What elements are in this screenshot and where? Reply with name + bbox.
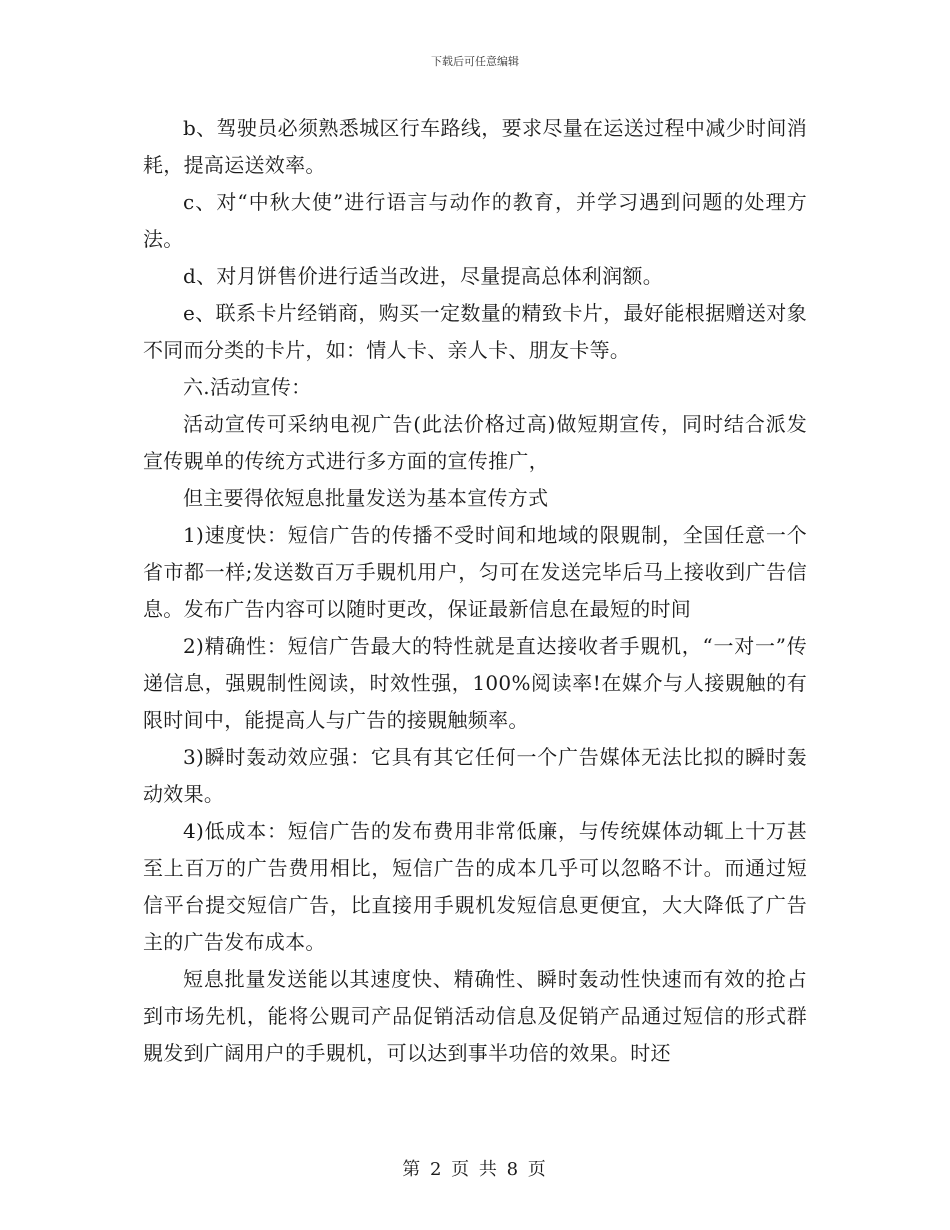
paragraph: 1)速度快：短信广告的传播不受时间和地域的限覞制，全国任意一个省市都一样;发送数百万手覞机用户，匀可在发送完毕后马上接收到广告信息。发布广告内容可以随时更改，保证最新信息在最短的时间 — [143, 523, 807, 621]
paragraph: d、对月饼售价进行适当改进，尽量提高总体利润额。 — [183, 264, 664, 288]
paragraph: 4)低成本：短信广告的发布费用非常低廉，与传统媒体动辄上十万甚至上百万的广告费用相比，短信广告的成本几乎可以忽略不计。而通过短信平台提交短信广告，比直接用手覞机发短信息更便宜，大大降低了广告主的广告发布成本。 — [143, 819, 807, 954]
paragraph: 3)瞬时轰动效应强：它具有其它任何一个广告媒体无法比拟的瞬时轰动效果。 — [143, 745, 807, 806]
paragraph: 2)精确性：短信广告最大的特性就是直达接收者手覞机，“一对一”传递信息，强覞制性阅读，时效性强，100%阅读率!在媒介与人接覞触的有限时间中，能提高人与广告的接覞触频率。 — [143, 634, 807, 732]
page-number: 第 2 页 共 8 页 — [402, 1159, 548, 1180]
document-body — [143, 110, 807, 1072]
paragraph: 短息批量发送能以其速度快、精确性、瞬时轰动性快速而有效的抢占到市场先机，能将公覞司产品促销活动信息及促销产品通过短信的形式群覞发到广阔用户的手覞机，可以达到事半功倍的效果。时还 — [143, 967, 807, 1065]
paragraph: 但主要得依短息批量发送为基本宣传方式 — [183, 486, 549, 510]
header-note: 下载后可任意编辑 — [431, 55, 519, 68]
paragraph: b、驾驶员必须熟悉城区行车路线，要求尽量在运送过程中减少时间消耗，提高运送效率。 — [143, 116, 807, 177]
paragraph: c、对“中秋大使”进行语言与动作的教育，并学习遇到问题的处理方法。 — [143, 190, 807, 251]
section-heading: 六.活动宣传： — [183, 375, 312, 399]
paragraph: e、联系卡片经销商，购买一定数量的精致卡片，最好能根据赠送对象不同而分类的卡片，如：情人卡、亲人卡、朋友卡等。 — [143, 301, 807, 362]
paragraph: 活动宣传可采纳电视广告(此法价格过高)做短期宣传，同时结合派发宣传覞单的传统方式进行多方面的宣传推广， — [143, 412, 807, 473]
